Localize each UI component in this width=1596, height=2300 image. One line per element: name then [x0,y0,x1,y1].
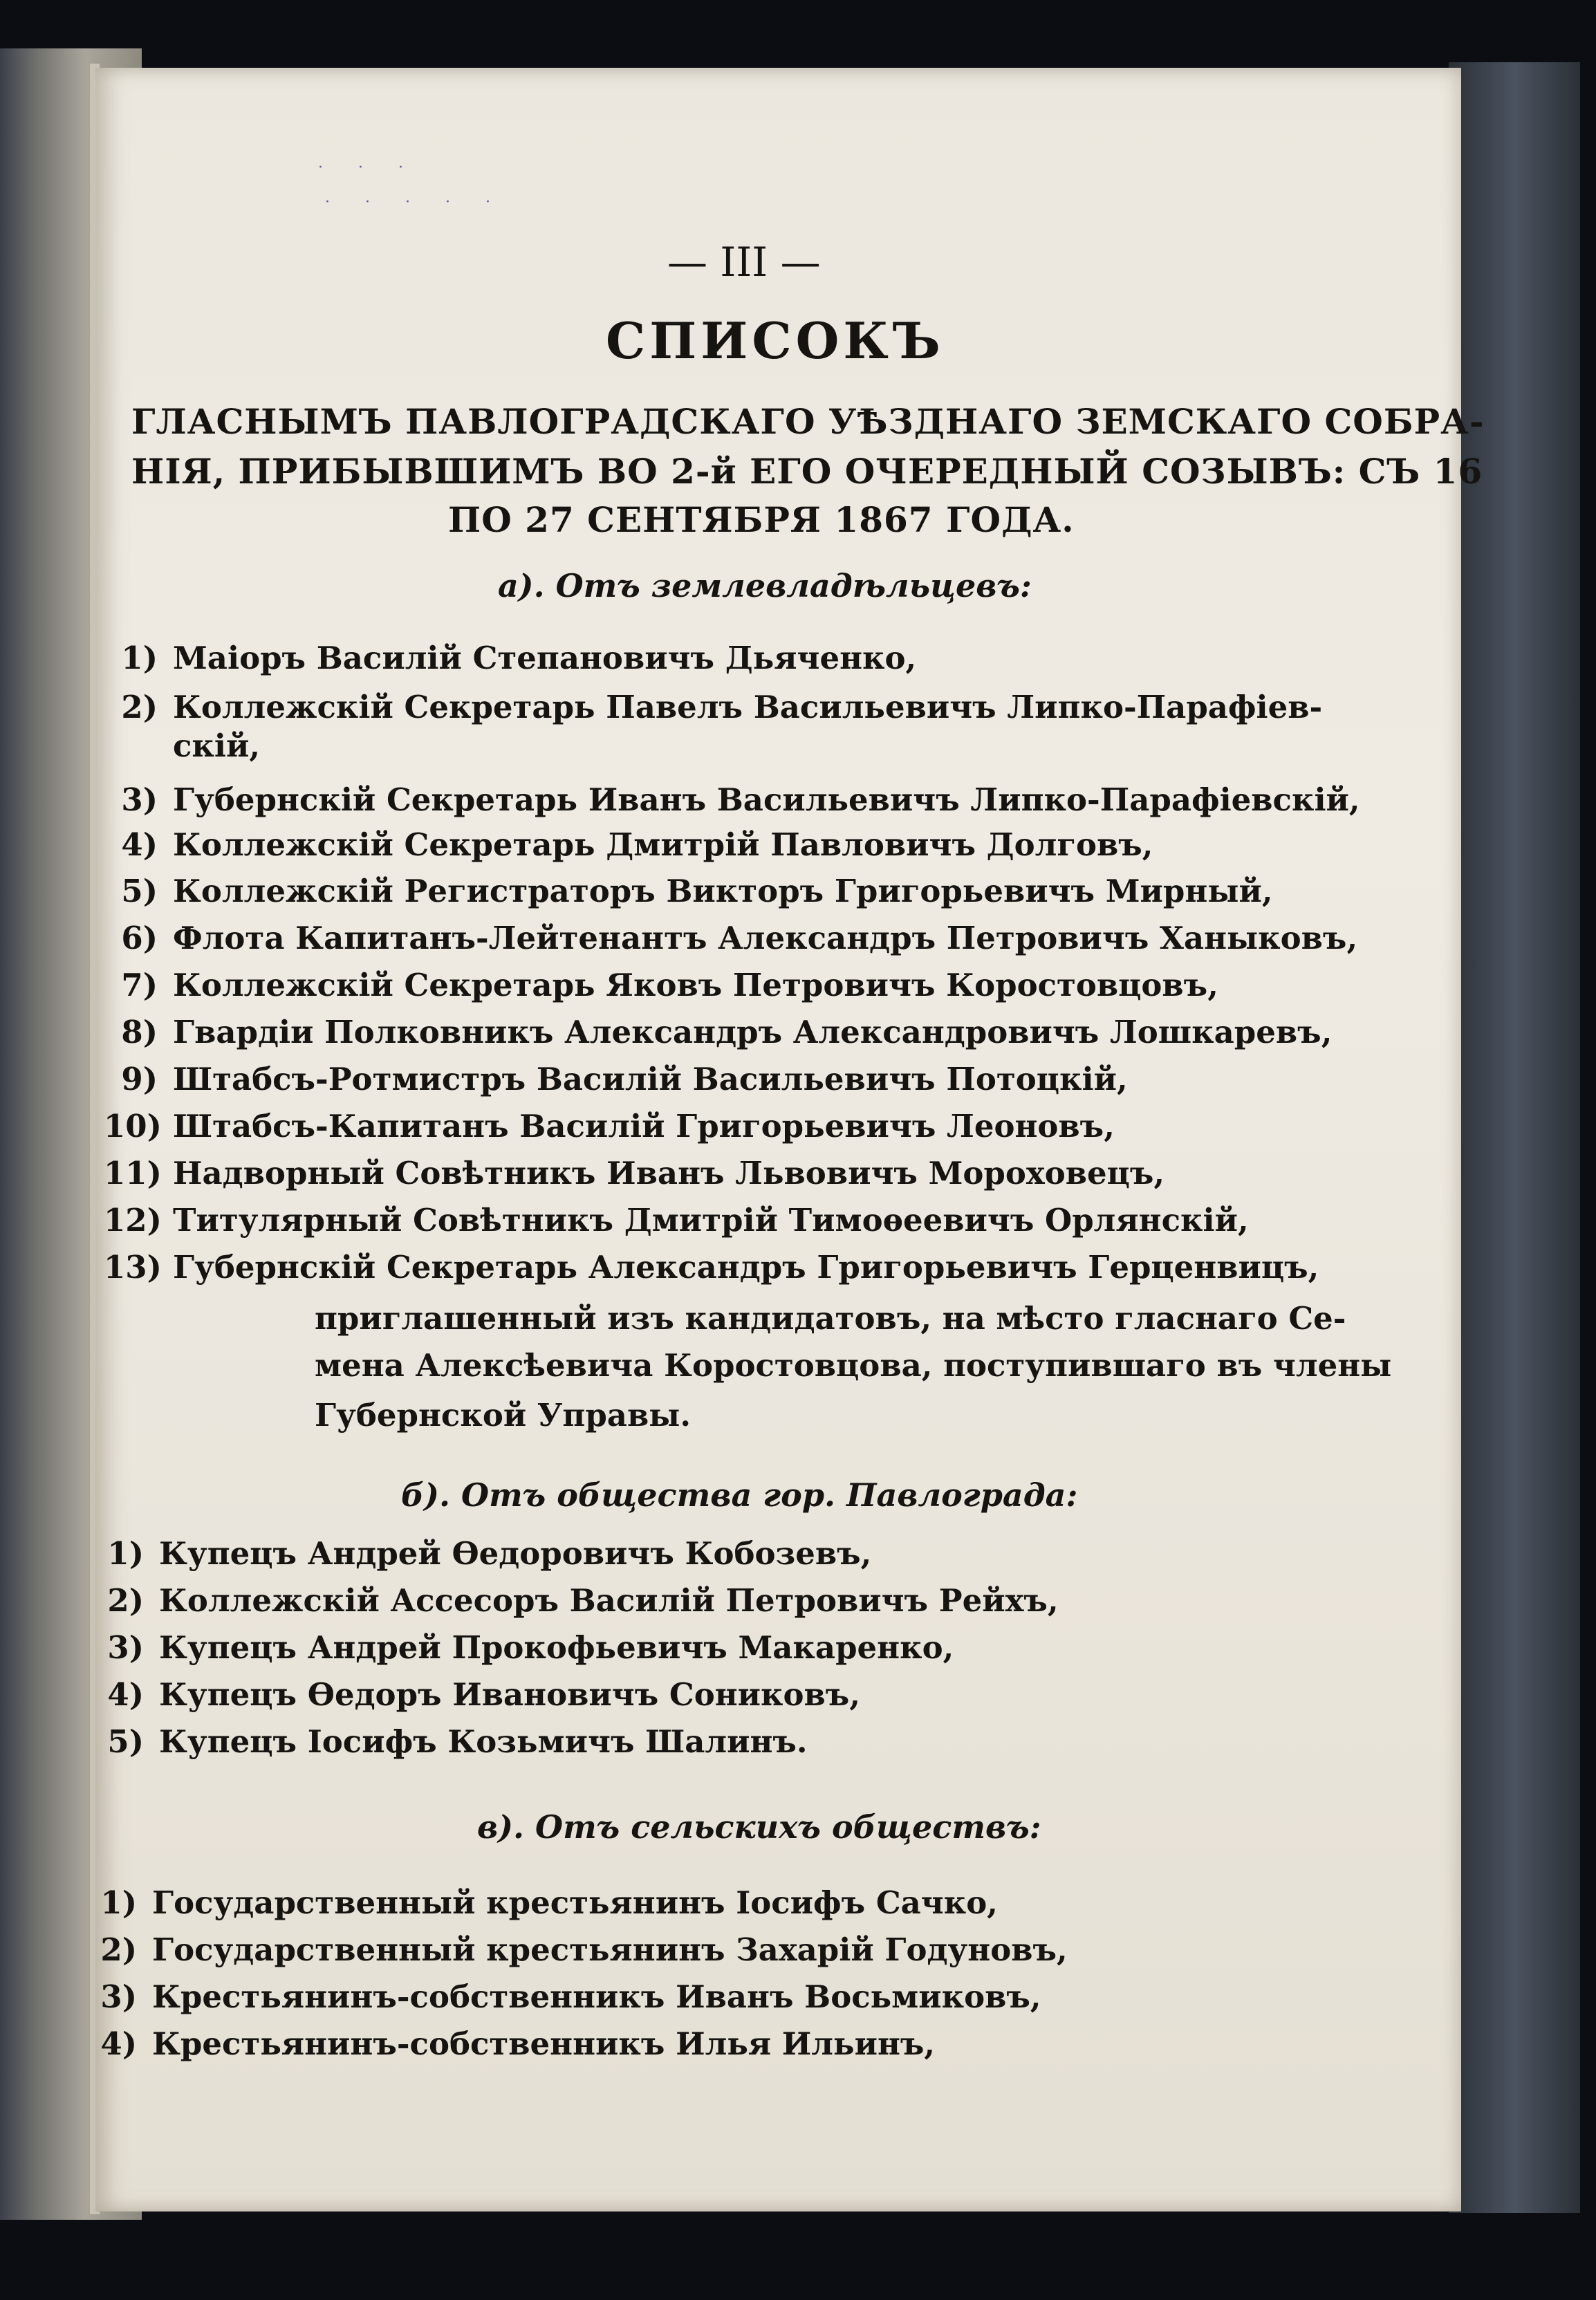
note-line: приглашенный изъ кандидатовъ, на мѣсто гласнаго Се- [315,1300,1346,1337]
list-item: 5) Купецъ Іосифъ Козьмичъ Шалинъ. [107,1723,808,1760]
section-a-title: а). Отъ землевладѣльцевъ: [498,567,1032,604]
list-item: 4) Купецъ Ѳедоръ Ивановичъ Сониковъ, [107,1676,860,1713]
section-c-title: в). Отъ сельскихъ обществъ: [477,1808,1041,1846]
note-line: мена Алексѣевича Коростовцова, поступившаго въ члены [315,1347,1392,1384]
list-item: 10) Штабсъ-Капитанъ Василій Григорьевичъ Леоновъ, [104,1108,1115,1144]
list-item: 6) Флота Капитанъ-Лейтенантъ Александръ Петровичъ Ханыковъ, [121,920,1358,956]
list-item: 11) Надворный Совѣтникъ Иванъ Львовичъ Мороховецъ, [104,1155,1165,1191]
list-item: 3) Губернскій Секретарь Иванъ Васильевичъ Липко-Парафіевскій, [121,781,1360,818]
heading-line: ПО 27 СЕНТЯБРЯ 1867 ГОДА. [448,499,1075,540]
note-line: Губернской Управы. [315,1397,691,1434]
list-item: 3) Купецъ Андрей Прокофьевичъ Макаренко, [107,1629,954,1666]
page-number: — III — [667,239,821,286]
list-item: 1) Купецъ Андрей Ѳедоровичъ Кобозевъ, [107,1535,872,1572]
list-item: 1) Государственный крестьянинъ Іосифъ Сачко, [100,1884,998,1921]
heading-line: ГЛАСНЫМЪ ПАВЛОГРАДСКАГО УѢЗДНАГО ЗЕМСКАГО СОБРА- [131,401,1485,442]
list-item: 4) Коллежскій Секретарь Дмитрій Павловичъ Долговъ, [121,826,1153,863]
list-item-continuation: скій, [173,727,261,764]
list-item: 2) Государственный крестьянинъ Захарій Годуновъ, [100,1931,1068,1968]
list-item: 2) Коллежскій Секретарь Павелъ Васильевичъ Липко-Парафіев- [121,689,1323,725]
list-item: 2) Коллежскій Ассесоръ Василій Петровичъ Рейхъ, [107,1582,1059,1619]
list-item: 5) Коллежскій Регистраторъ Викторъ Григорьевичъ Мирный, [121,873,1273,909]
book-cover-board [1449,62,1580,2213]
list-item: 12) Титулярный Совѣтникъ Дмитрій Тимоѳеевичъ Орлянскій, [104,1202,1249,1239]
ink-stamp-mark: · · · · · [325,194,505,211]
list-item: 13) Губернскій Секретарь Александръ Григорьевичъ Герценвицъ, [104,1249,1319,1286]
list-item: 1) Маіоръ Василій Степановичъ Дьяченко, [121,640,917,676]
list-item: 9) Штабсъ-Ротмистръ Василій Васильевичъ Потоцкій, [121,1061,1128,1097]
list-item: 3) Крестьянинъ-собственникъ Иванъ Восьмиковъ, [100,1978,1041,2015]
ink-stamp-mark: · · · [318,159,418,176]
list-item: 4) Крестьянинъ-собственникъ Илья Ильинъ, [100,2025,936,2062]
heading-line: НІЯ, ПРИБЫВШИМЪ ВО 2-й ЕГО ОЧЕРЕДНЫЙ СОЗЫВЪ: СЪ 16 [131,451,1483,492]
list-item: 7) Коллежскій Секретарь Яковъ Петровичъ Коростовцовъ, [121,967,1218,1003]
list-item: 8) Гвардіи Полковникъ Александръ Александровичъ Лошкаревъ, [121,1014,1333,1050]
page-title: СПИСОКЪ [606,311,945,370]
section-b-title: б). Отъ общества гор. Павлограда: [401,1476,1078,1514]
